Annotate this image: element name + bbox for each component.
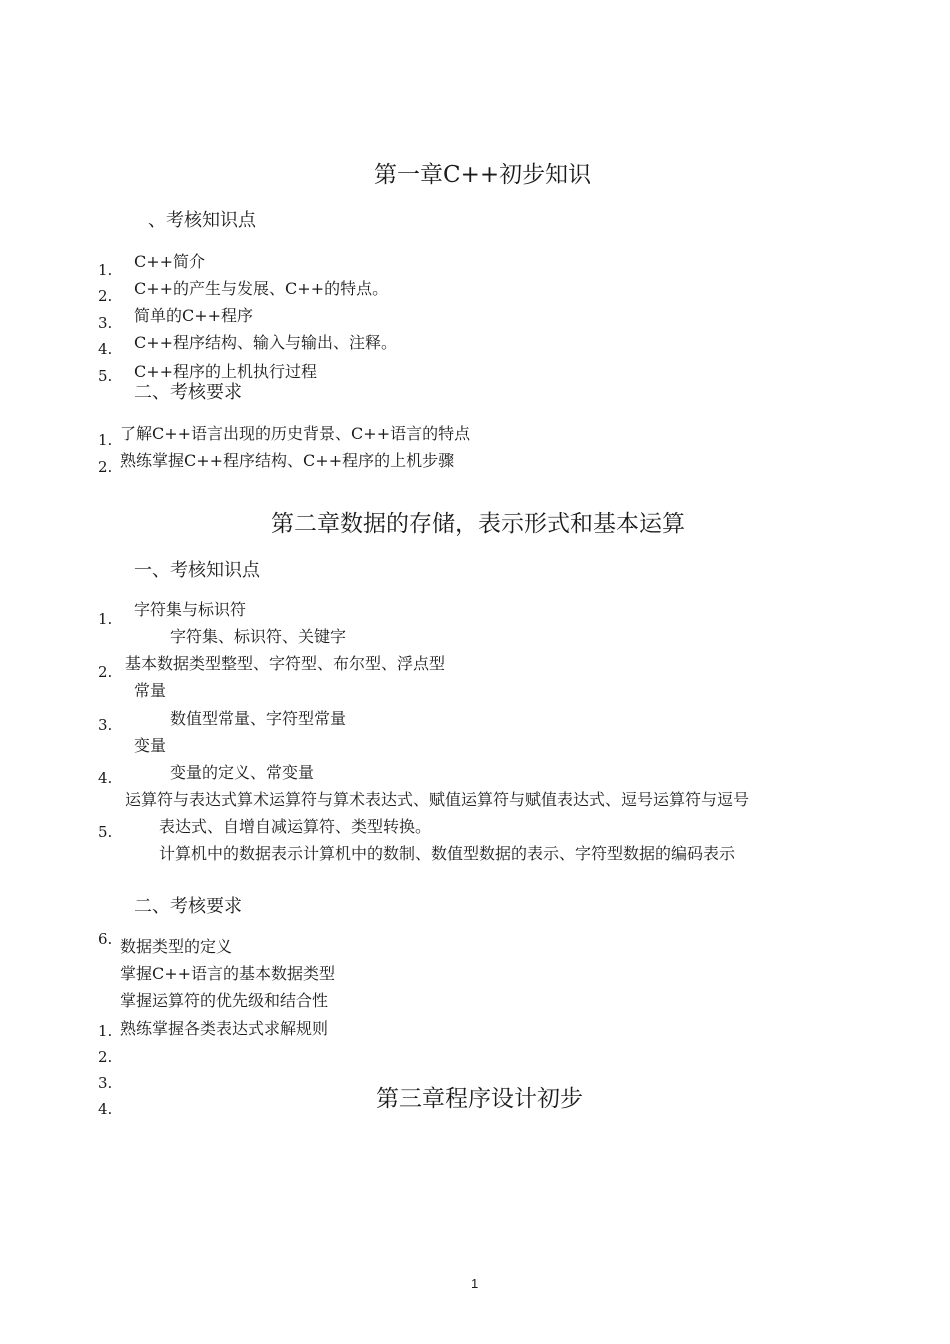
knowledge-point: 简单的C++程序 [134, 306, 254, 325]
knowledge-line: 计算机中的数据表示计算机中的数制、数值型数据的表示、字符型数据的编码表示 [159, 844, 736, 863]
list-number: 4. [98, 769, 113, 787]
requirement-item: 数据类型的定义 [120, 937, 233, 956]
list-number: 2. [98, 1048, 113, 1066]
list-number: 3. [98, 716, 113, 734]
chapter-1-section-2-heading: 二、考核要求 [134, 382, 242, 403]
knowledge-line: 变量的定义、常变量 [170, 763, 315, 782]
knowledge-line: 表达式、自增自减运算符、类型转换。 [159, 817, 432, 836]
knowledge-point: C++程序的上机执行过程 [134, 362, 318, 381]
chapter-2-section-2-heading: 二、考核要求 [134, 896, 242, 917]
list-number: 2. [98, 663, 113, 681]
list-number: 3. [98, 1074, 113, 1092]
chapter-1-section-1-heading: 、考核知识点 [148, 210, 256, 231]
chapter-3-title: 第三章程序设计初步 [376, 1086, 583, 1112]
chapter-1-title: 第一章C++初步知识 [374, 162, 592, 188]
list-number: 1. [98, 1022, 113, 1040]
knowledge-line: 基本数据类型整型、字符型、布尔型、浮点型 [125, 654, 446, 673]
knowledge-line: 字符集与标识符 [134, 600, 247, 619]
knowledge-line: 常量 [134, 681, 167, 700]
chapter-2-title: 第二章数据的存储，表示形式和基本运算 [271, 511, 685, 537]
requirement-item: 熟练掌握C++程序结构、C++程序的上机步骤 [120, 451, 455, 470]
list-number: 1. [98, 610, 113, 628]
knowledge-point: C++的产生与发展、C++的特点。 [134, 279, 389, 298]
knowledge-line: 运算符与表达式算术运算符与算术表达式、赋值运算符与赋值表达式、逗号运算符与逗号 [125, 790, 750, 809]
list-number: 1. [98, 261, 113, 279]
knowledge-line: 变量 [134, 736, 167, 755]
requirement-item: 掌握运算符的优先级和结合性 [120, 991, 329, 1010]
list-number: 3. [98, 314, 113, 332]
requirement-item: 掌握C++语言的基本数据类型 [120, 964, 336, 983]
list-number: 6. [98, 930, 113, 948]
list-number: 1. [98, 431, 113, 449]
list-number: 5. [98, 367, 113, 385]
list-number: 2. [98, 287, 113, 305]
knowledge-line: 数值型常量、字符型常量 [170, 709, 347, 728]
list-number: 4. [98, 1100, 113, 1118]
list-number: 5. [98, 823, 113, 841]
knowledge-line: 字符集、标识符、关键字 [170, 627, 347, 646]
knowledge-point: C++程序结构、输入与输出、注释。 [134, 333, 398, 352]
requirement-item: 了解C++语言出现的历史背景、C++语言的特点 [120, 424, 471, 443]
requirement-item: 熟练掌握各类表达式求解规则 [120, 1019, 329, 1038]
page-number: 1 [471, 1276, 479, 1291]
list-number: 2. [98, 458, 113, 476]
list-number: 4. [98, 340, 113, 358]
knowledge-point: C++简介 [134, 252, 206, 271]
chapter-2-section-1-heading: 一、考核知识点 [134, 560, 260, 581]
